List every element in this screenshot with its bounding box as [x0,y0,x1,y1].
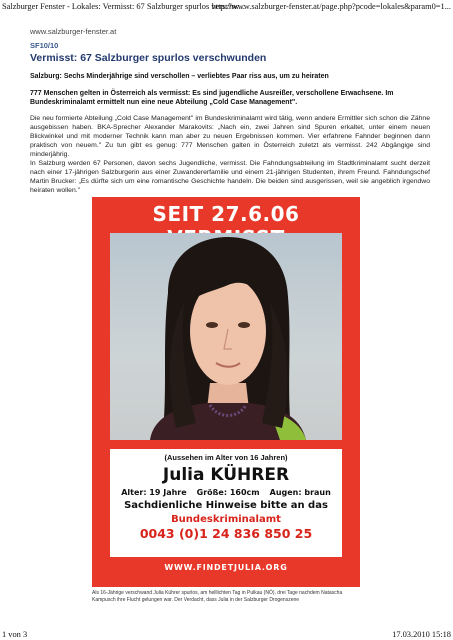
section-code: SF10/10 [30,41,59,50]
poster-website: WWW.FINDETJULIA.ORG [164,563,288,572]
person-height: Größe: 160cm [196,488,260,497]
print-footer [2,627,451,639]
page-counter: 1 von 3 [2,630,28,639]
poster-info-panel [110,449,342,557]
print-header-url: http://www.salzburger-fenster.at/page.php?pcode=lokales&param0=1... [211,2,451,11]
article-headline: Vermisst: 67 Salzburger spurlos verschwunden [30,52,267,64]
person-name: Julia KÜHRER [162,465,290,485]
contact-hint: Sachdienliche Hinweise bitte an das [124,500,328,511]
site-url: www.salzburger-fenster.at [30,27,117,36]
person-age: Alter: 19 Jahre [121,488,187,497]
print-header-title: Salzburger Fenster - Lokales: Vermisst: 67 Salzburger spurlos verschw... [2,2,245,11]
portrait-photo [110,233,342,440]
print-header [2,2,451,14]
person-stats [110,488,342,497]
person-eyes: Augen: braun [269,488,331,497]
contact-phone: 0043 (0)1 24 836 850 25 [139,526,313,541]
image-caption: Als 16-Jährige verschwand Julia Kührer spurlos, am helllichten Tag in Pulkau (NÖ), drei Tage nachdem Natascha Kampusch ihre Flucht gelungen war. Der Verdacht, dass Julia in der Salzburger Drogenszene [92,590,343,603]
portrait-illustration [110,233,342,440]
article [30,41,430,196]
poster-title: SEIT 27.6.06 [152,202,300,226]
missing-person-poster [92,197,360,587]
age-note: (Aussehen im Alter von 16 Jahren) [164,453,288,462]
article-lead: 777 Menschen gelten in Österreich als vermisst: Es sind jugendliche Ausreißer, verschollene Erwachsene. Im Bundeskriminalamt ermittelt nun eine neue Abteilung „Cold Case Management". [30,90,394,107]
article-subline: Salzburg: Sechs Minderjährige sind verschollen – verliebtes Paar riss aus, um zu heiraten [30,73,329,80]
article-body [30,115,430,196]
article-paragraph-2: In Salzburg werden 67 Personen, davon sechs Jugendliche, vermisst. Die Fahndungsabteilung im Stadtkriminalamt sucht derzeit nach einer 17-jährigen Salzburgerin aus einer Zuwandererfamilie und einem 21-jährigen Studenten, ihrem Freund. Fahndungschef Martin Brucker: „Es dürfte sich um eine romantische Geschichte handeln. Die beiden sind ausgerissen, weil sie angeblich irgendwo heiraten wollen." [30,160,430,195]
print-timestamp: 17.03.2010 15:18 [392,630,451,639]
article-paragraph-1: Die neu formierte Abteilung „Cold Case Management" im Bundeskriminalamt wird tätig, wenn andere Ermittler sich schon die Zähne ausgebissen haben. BKA-Sprecher Alexander Marakovits: „Nach ein, zwei Jahren sind Spuren erkaltet, unter einem neuen Blickwinkel und mit moderner Technik kann man aber zu neuen Ergebnissen kommen. Vier erfahrene Fahnder beginnen dann praktisch von neuem." Zu tun gibt es genug: 777 Menschen galten in Österreich zuletzt als vermisst. 242 Abgängige sind minderjährig. [30,115,430,159]
agency-name: Bundeskriminalamt [171,514,281,525]
